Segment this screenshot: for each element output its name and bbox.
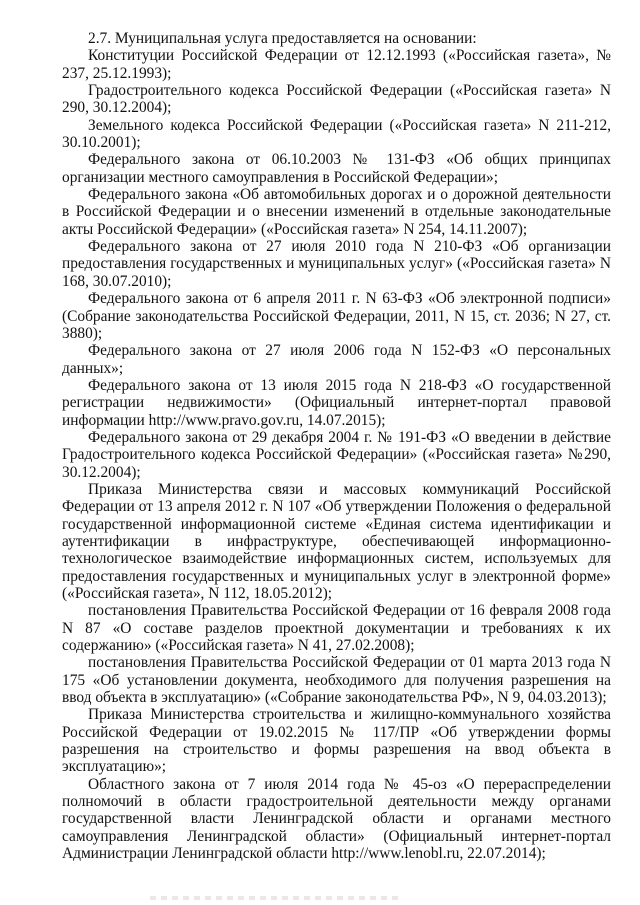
- document-page: [62, 30, 611, 863]
- legal-basis-paragraph: Приказа Министерства строительства и жилищно-коммунального хозяйства Российской Федерации от 19.02.2015 № 117/ПР «Об утверждении формы разрешения на строительство и формы разрешения на ввод объекта в эксплуатацию»;: [62, 706, 611, 776]
- legal-basis-paragraph: постановления Правительства Российской Федерации от 16 февраля 2008 года N 87 «О составе разделов проектной документации и требованиях к их содержанию» («Российская газета» N 41, 27.02.2008);: [62, 602, 611, 655]
- legal-basis-paragraph: Областного закона от 7 июля 2014 года № 45-оз «О перераспределении полномочий в области градостроительной деятельности между органами государственной власти Ленинградской области и органами местного самоуправления Ленинградской области» (Официальный интернет-портал Администрации Ленинградской области http://www.lenobl.ru, 22.07.2014);: [62, 775, 611, 863]
- legal-basis-paragraph: Земельного кодекса Российской Федерации («Российская газета» N 211-212, 30.10.2001);: [62, 116, 611, 152]
- legal-basis-paragraph: Федерального закона от 27 июля 2010 года N 210-ФЗ «Об организации предоставления государственных и муниципальных услуг» («Российская газета» N 168, 30.07.2010);: [62, 238, 611, 290]
- legal-basis-paragraph: Федерального закона от 29 декабря 2004 г. № 191-ФЗ «О введении в действие Градостроительного кодекса Российской Федерации» («Российская газета» №290, 30.12.2004);: [62, 428, 611, 481]
- legal-basis-paragraph: Приказа Министерства связи и массовых коммуникаций Российской Федерации от 13 апреля 2012 г. N 107 «Об утверждении Положения о федеральной государственной информационной системе «Единая система идентификации и аутентификации в инфраструктуре, обеспечивающей информационно-технологическое взаимодействие информационных систем, используемых для предоставления государственных и муниципальных услуг в электронной форме» («Российская газета», N 112, 18.05.2012);: [62, 480, 611, 602]
- faded-scan-line: [150, 896, 400, 900]
- legal-basis-paragraph: Федерального закона от 27 июля 2006 года N 152-ФЗ «О персональных данных»;: [62, 342, 611, 377]
- legal-basis-paragraph: Градостроительного кодекса Российской Федерации («Российская газета» N 290, 30.12.2004);: [62, 82, 611, 117]
- section-heading: 2.7. Муниципальная услуга предоставляется на основании:: [88, 30, 477, 47]
- legal-basis-paragraph: Конституции Российской Федерации от 12.12.1993 («Российская газета», № 237, 25.12.1993);: [62, 47, 611, 82]
- legal-basis-paragraph: Федерального закона от 13 июля 2015 года N 218-ФЗ «О государственной регистрации недвижимости» (Официальный интернет-портал правовой информации http://www.pravo.gov.ru, 14.07.2015);: [62, 376, 611, 429]
- legal-basis-paragraph: Федерального закона от 06.10.2003 № 131-ФЗ «Об общих принципах организации местного самоуправления в Российской Федерации»;: [62, 151, 611, 186]
- legal-basis-paragraph: Федерального закона от 6 апреля 2011 г. N 63-ФЗ «Об электронной подписи» (Собрание законодательства Российской Федерации, 2011, N 15, ст. 2036; N 27, ст. 3880);: [62, 290, 611, 342]
- legal-basis-paragraph: постановления Правительства Российской Федерации от 01 марта 2013 года N 175 «Об установлении документа, необходимого для получения разрешения на ввод объекта в эксплуатацию» («Собрание законодательства РФ», N 9, 04.03.2013);: [62, 654, 611, 707]
- legal-basis-paragraph: Федерального закона «Об автомобильных дорогах и о дорожной деятельности в Российской Федерации и о внесении изменений в отдельные законодательные акты Российской Федерации» («Российская газета» N 254, 14.11.2007);: [62, 186, 611, 238]
